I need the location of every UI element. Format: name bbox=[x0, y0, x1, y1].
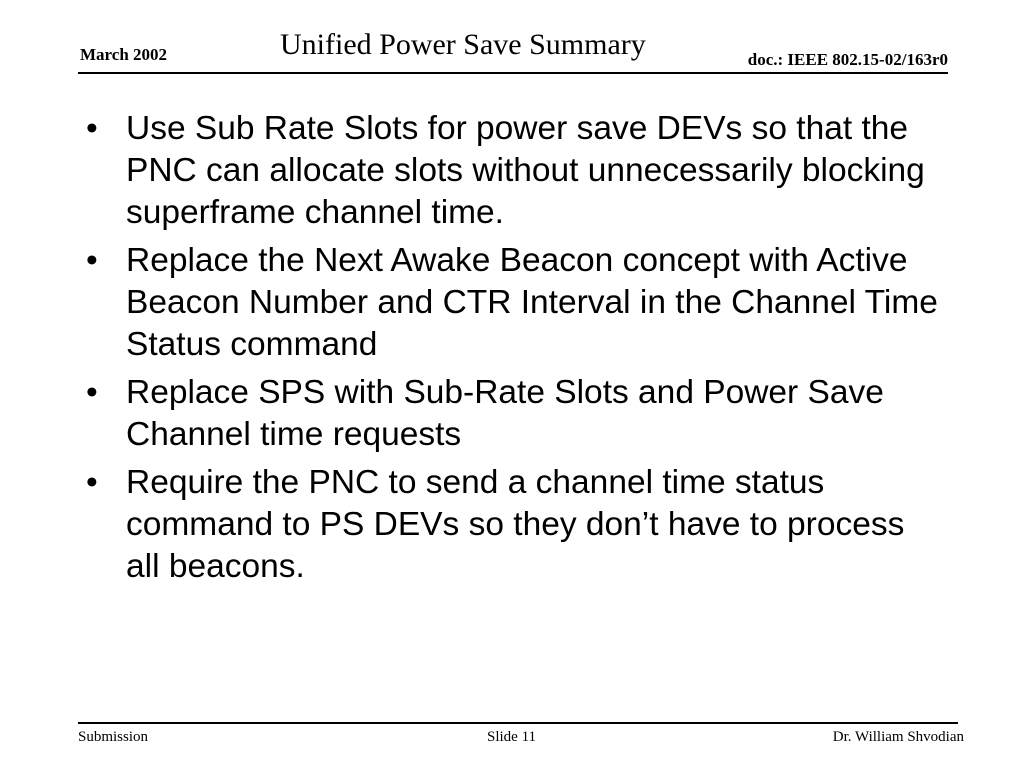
footer-submission: Submission bbox=[78, 729, 149, 745]
bullet-item bbox=[86, 372, 946, 456]
bullet-item bbox=[86, 240, 946, 366]
bullet-mark: • bbox=[86, 110, 98, 147]
bullet-mark: • bbox=[86, 464, 98, 501]
header-divider bbox=[78, 72, 948, 74]
bullet-text: Require the PNC to send a channel time status command to PS DEVs so they don’t have to process all beacons. bbox=[126, 464, 905, 585]
footer-author: Dr. William Shvodian bbox=[832, 729, 964, 745]
slide-title: Unified Power Save Summary bbox=[280, 28, 646, 61]
header-doc-id: doc.: IEEE 802.15-02/163r0 bbox=[747, 50, 948, 69]
bullet-item bbox=[86, 108, 946, 234]
bullet-text: Replace the Next Awake Beacon concept with Active Beacon Number and CTR Interval in the Channel Time Status command bbox=[126, 242, 938, 363]
slide-number: Slide 11 bbox=[487, 729, 537, 745]
bullet-text: Replace SPS with Sub-Rate Slots and Power Save Channel time requests bbox=[126, 374, 884, 453]
bullet-text: Use Sub Rate Slots for power save DEVs so that the PNC can allocate slots without unnecessarily blocking superframe channel time. bbox=[126, 110, 925, 231]
header-date: March 2002 bbox=[80, 45, 168, 64]
bullet-mark: • bbox=[86, 242, 98, 279]
bullet-mark: • bbox=[86, 374, 98, 411]
bullet-item bbox=[86, 462, 946, 588]
bullet-list bbox=[86, 108, 946, 594]
footer-divider bbox=[78, 722, 958, 724]
